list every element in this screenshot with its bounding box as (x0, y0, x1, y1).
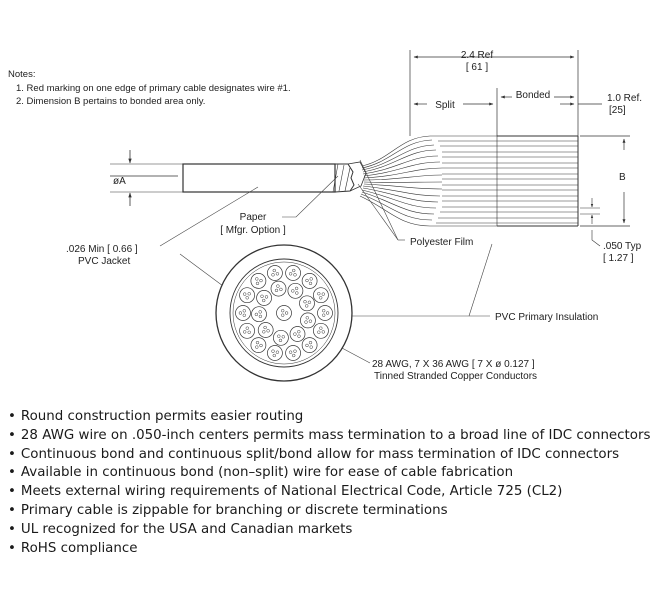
split-label: Split (435, 100, 455, 111)
conductor-insulation (240, 288, 255, 303)
conductor-insulation (251, 273, 266, 288)
end-ref-label: 1.0 Ref. (607, 93, 643, 104)
conductor-insulation (302, 273, 317, 288)
note-2: 2. Dimension B pertains to bonded area only. (16, 96, 206, 107)
conductor-insulation (267, 346, 282, 361)
feature-item: • UL recognized for the USA and Canadian markets (8, 521, 648, 540)
pitch-metric-label: [ 1.27 ] (603, 253, 634, 264)
conductor-insulation (313, 288, 328, 303)
feature-item: • Primary cable is zippable for branching or discrete terminations (8, 502, 648, 521)
conductor-insulation (302, 338, 317, 353)
conductor-insulation (290, 327, 305, 342)
conductor-insulation (286, 346, 301, 361)
paper-option-label: [ Mfgr. Option ] (220, 225, 286, 236)
pitch-label: .050 Typ (603, 241, 642, 252)
bonded-label: Bonded (515, 90, 551, 101)
conductor-insulation (236, 306, 251, 321)
conductor-insulation (318, 306, 333, 321)
conductor-insulation (300, 313, 315, 328)
flat-ribbon (430, 136, 578, 226)
overall-metric-label: [ 61 ] (465, 62, 489, 73)
notes-block (8, 69, 291, 107)
conductor-insulation (273, 330, 288, 345)
jacket-thickness-label: .026 Min [ 0.66 ] (66, 244, 138, 255)
conductor-insulation (258, 323, 273, 338)
notes-title: Notes: (8, 69, 36, 80)
note-1: 1. Red marking on one edge of primary cable designates wire #1. (16, 83, 291, 94)
conductor-type-label: Tinned Stranded Copper Conductors (374, 371, 538, 382)
conductor-spec-label: 28 AWG, 7 X 36 AWG [ 7 X ø 0.127 ] (372, 359, 535, 370)
fanned-conductors (360, 136, 442, 226)
feature-item: • Meets external wiring requirements of National Electrical Code, Article 725 (CL2) (8, 483, 648, 502)
pvc-insulation-label: PVC Primary Insulation (495, 312, 599, 323)
top-dimensions (410, 50, 602, 136)
feature-item: • Continuous bond and continuous split/bond allow for mass termination of IDC connectors (8, 446, 648, 465)
conductor-insulation (300, 296, 315, 311)
conductor-insulation (313, 323, 328, 338)
cross-section (216, 245, 352, 381)
pvc-jacket-label: PVC Jacket (78, 256, 131, 267)
conductor-insulation (286, 266, 301, 281)
feature-item: • Available in continuous bond (non–split) wire for ease of cable fabrication (8, 464, 648, 483)
feature-item: • Round construction permits easier routing (8, 408, 648, 427)
end-metric-label: [25] (609, 105, 626, 116)
pitch-dimension (580, 198, 600, 246)
conductor-insulation (288, 283, 303, 298)
conductor-insulation (252, 307, 267, 322)
feature-item: • RoHS compliance (8, 540, 648, 559)
dimension-b-label: B (619, 172, 626, 183)
conductor-insulation (257, 290, 272, 305)
conductor-insulation (251, 338, 266, 353)
feature-list (8, 408, 648, 558)
conductor-insulation (271, 281, 286, 296)
conductor-insulation (240, 323, 255, 338)
overall-ref-label: 2.4 Ref (460, 50, 494, 61)
paper-label: Paper (239, 212, 267, 223)
feature-item: • 28 AWG wire on .050-inch centers permits mass termination to a broad line of IDC connectors (8, 427, 648, 446)
conductor-insulation (277, 306, 292, 321)
polyester-film-label: Polyester Film (410, 237, 474, 248)
round-cable (110, 162, 366, 192)
conductor-insulation (267, 266, 282, 281)
dimension-a-label: øA (113, 176, 126, 187)
